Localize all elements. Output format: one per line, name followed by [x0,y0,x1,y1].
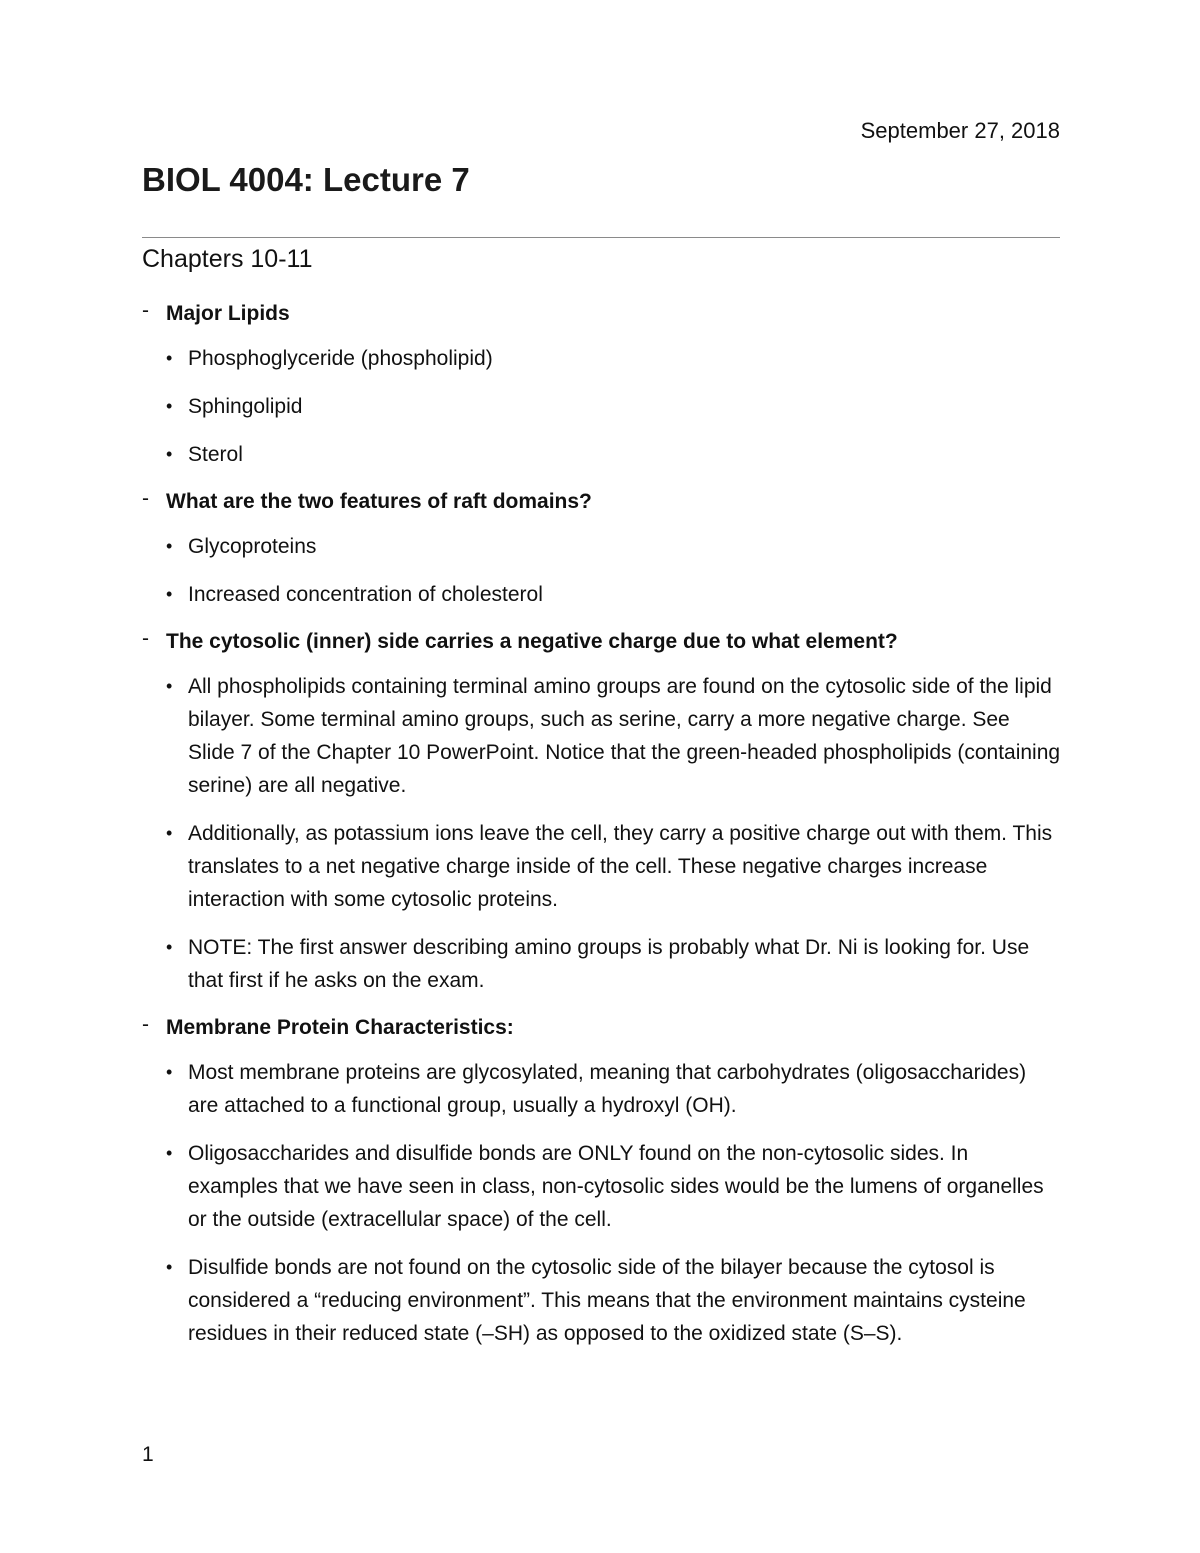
section-heading-text: Membrane Protein Characteristics: [166,1016,514,1039]
section-major-lipids [142,298,1062,471]
section-heading [142,626,1062,658]
notes-content [142,298,1062,1365]
list-item-text: Most membrane proteins are glycosylated, meaning that carbohydrates (oligosaccharides) are attached to a functional group, usually a hydroxyl (OH). [188,1061,1027,1117]
section-raft-domains [142,486,1062,611]
list-item [142,578,1062,611]
dash-marker: - [142,299,149,322]
list-item-text: Phosphoglyceride (phospholipid) [188,347,493,370]
list-item [142,817,1062,916]
bullet-marker: • [166,1062,173,1082]
bullet-marker: • [166,348,173,368]
list-item-text: Sterol [188,443,243,466]
bullet-list [142,530,1062,611]
section-heading-text: The cytosolic (inner) side carries a negative charge due to what element? [166,630,898,653]
list-item [142,931,1062,997]
list-item-text: All phospholipids containing terminal amino groups are found on the cytosolic side of the lipid bilayer. Some terminal amino groups, such as serine, carry a more negative charge. See Slide 7 of the Chapter 10 PowerPoint. Notice that the green-headed phospholipids (containing serine) are all negative. [188,675,1061,797]
bullet-list [142,342,1062,471]
section-heading [142,298,1062,330]
section-heading [142,1012,1062,1044]
title-divider [142,237,1060,238]
list-item-text: Oligosaccharides and disulfide bonds are ONLY found on the non-cytosolic sides. In examples that we have seen in class, non-cytosolic sides would be the lumens of organelles or the outside (extracellular space) of the cell. [188,1142,1044,1231]
document-title: BIOL 4004: Lecture 7 [142,161,470,198]
bullet-marker: • [166,584,173,604]
bullet-marker: • [166,1257,173,1277]
section-cytosolic-charge [142,626,1062,997]
bullet-list [142,1056,1062,1350]
list-item-text: Glycoproteins [188,535,317,558]
list-item [142,1251,1062,1350]
bullet-marker: • [166,1143,173,1163]
section-heading-text: What are the two features of raft domains? [166,490,592,513]
document-date: September 27, 2018 [860,118,1060,143]
list-item [142,1056,1062,1122]
list-item-text: Disulfide bonds are not found on the cytosolic side of the bilayer because the cytosol is considered a “reducing environment”. This means that the environment maintains cysteine residues in their reduced state (–SH) as opposed to the oxidized state (S–S). [188,1256,1026,1345]
bullet-marker: • [166,937,173,957]
list-item [142,1137,1062,1236]
bullet-list [142,670,1062,997]
dash-marker: - [142,487,149,510]
bullet-marker: • [166,676,173,696]
list-item [142,342,1062,375]
chapters-heading: Chapters 10-11 [142,245,313,273]
list-item [142,390,1062,423]
list-item [142,670,1062,802]
section-heading-text: Major Lipids [166,302,290,325]
dash-marker: - [142,627,149,650]
list-item [142,438,1062,471]
bullet-marker: • [166,396,173,416]
list-item-text: Sphingolipid [188,395,303,418]
list-item-text: Increased concentration of cholesterol [188,583,543,606]
list-item-text: NOTE: The first answer describing amino groups is probably what Dr. Ni is looking for. Use that first if he asks on the exam. [188,936,1030,992]
dash-marker: - [142,1013,149,1036]
bullet-marker: • [166,536,173,556]
list-item-text: Additionally, as potassium ions leave the cell, they carry a positive charge out with them. This translates to a net negative charge inside of the cell. These negative charges increase interaction with some cytosolic proteins. [188,822,1053,911]
bullet-marker: • [166,444,173,464]
list-item [142,530,1062,563]
bullet-marker: • [166,823,173,843]
page-number: 1 [142,1443,154,1466]
section-heading [142,486,1062,518]
section-membrane-proteins [142,1012,1062,1350]
